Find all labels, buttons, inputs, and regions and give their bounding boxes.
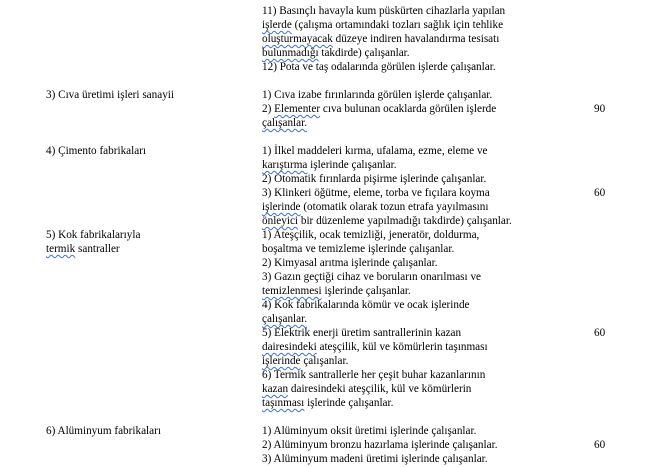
text-segment: çalışanlar. bbox=[300, 355, 349, 367]
text-line bbox=[262, 368, 562, 382]
text-line bbox=[262, 200, 562, 214]
text-segment: boşaltma ve temizleme işlerinde çalışanlar. bbox=[262, 243, 455, 255]
days-cell bbox=[594, 102, 624, 116]
text-segment: 3) Cıva üretimi işleri sanayii bbox=[46, 89, 175, 101]
text-line bbox=[46, 424, 236, 438]
text-segment: düzeye indiren havalandırma tesisatı bbox=[332, 33, 500, 45]
industry-cell bbox=[46, 144, 236, 158]
text-segment: santraller bbox=[75, 243, 120, 255]
text-segment: 4) Çimento fabrikaları bbox=[46, 145, 147, 157]
text-line bbox=[262, 4, 562, 18]
text-line bbox=[262, 354, 562, 368]
days-cell bbox=[594, 326, 624, 340]
text-line bbox=[46, 88, 236, 102]
days-cell bbox=[594, 186, 624, 200]
text-line bbox=[262, 326, 562, 340]
days-cell bbox=[594, 438, 624, 452]
spellcheck-marked-word: çalışanlar. bbox=[262, 313, 308, 325]
spellcheck-marked-word: işlerinde bbox=[262, 355, 301, 367]
work-cell bbox=[262, 144, 562, 228]
text-line bbox=[262, 284, 562, 298]
text-line bbox=[262, 424, 562, 438]
text-segment: cıva bulunan ocaklarda görülen işlerde bbox=[320, 103, 497, 115]
text-line bbox=[262, 32, 562, 46]
text-segment: 11) Basınçlı havayla kum püskürten cihazlarla yapılan bbox=[262, 5, 506, 17]
text-line bbox=[262, 312, 562, 326]
text-segment: dairesindeki ateşçilik, kül ve kömürlerin bbox=[288, 383, 472, 395]
text-segment: 1) Alüminyum oksit üretimi işlerinde çalışanlar. bbox=[262, 425, 477, 437]
text-segment: 1) Ateşçilik, ocak temizliği, jeneratör, doldurma, bbox=[262, 229, 480, 241]
days-value: 60 bbox=[594, 187, 606, 199]
text-line bbox=[46, 242, 236, 256]
work-cell bbox=[262, 4, 562, 74]
spellcheck-marked-word: oluşturmayacak bbox=[262, 33, 333, 45]
text-segment: 2) Alüminyum bronzu hazırlama işlerinde çalışanlar. bbox=[262, 439, 498, 451]
text-line bbox=[46, 228, 236, 242]
work-cell bbox=[262, 424, 562, 466]
text-line bbox=[262, 172, 562, 186]
text-line bbox=[262, 228, 562, 242]
text-segment: 3) Alüminyum madeni üretimi işlerinde çalışanlar. bbox=[262, 453, 488, 465]
text-segment: 3) Klinkeri öğütme, eleme, torba ve fıçılara koyma bbox=[262, 187, 490, 199]
text-line bbox=[262, 88, 562, 102]
text-line bbox=[46, 144, 236, 158]
text-line bbox=[262, 382, 562, 396]
spellcheck-marked-word: kazan bbox=[262, 383, 289, 395]
text-line bbox=[262, 298, 562, 312]
days-value: 90 bbox=[594, 103, 606, 115]
industry-cell bbox=[46, 88, 236, 102]
text-line bbox=[262, 102, 562, 116]
text-line bbox=[262, 116, 562, 130]
text-line bbox=[262, 438, 562, 452]
text-line bbox=[262, 270, 562, 284]
spellcheck-marked-word: önleyici bbox=[262, 215, 299, 227]
spellcheck-marked-word: çalışanlar. bbox=[262, 117, 308, 129]
text-line bbox=[262, 60, 562, 74]
text-segment: işlerinde çalışanlar. bbox=[321, 285, 411, 297]
days-value: 60 bbox=[594, 327, 606, 339]
text-line bbox=[262, 256, 562, 270]
text-line bbox=[262, 242, 562, 256]
text-segment: 3) Gazın geçtiği cihaz ve boruların onarılması ve bbox=[262, 271, 482, 283]
spellcheck-marked-word: karıştırma bbox=[262, 159, 308, 171]
days-value: 60 bbox=[594, 439, 606, 451]
text-segment: bir düzenleme yapılmadığı takdirde) çalışanlar. bbox=[298, 215, 512, 227]
text-segment: 1) Cıva izabe fırınlarında görülen işlerde çalışanlar. bbox=[262, 89, 493, 101]
text-line bbox=[262, 214, 562, 228]
spellcheck-marked-word: Elementer bbox=[274, 103, 321, 115]
text-segment: ateşçilik, kül ve kömürlerin taşınması bbox=[316, 341, 488, 353]
text-segment: 5) Elektrik enerji üretim santrallerinin kazan bbox=[262, 327, 462, 339]
text-segment: 2) bbox=[262, 103, 275, 115]
text-segment: 6) Termik santrallerle her çeşit buhar kazanlarının bbox=[262, 369, 486, 381]
text-segment: 2) Otomatik fırınlarda pişirme işlerinde çalışanlar. bbox=[262, 173, 487, 185]
text-segment: 2) Kimyasal arıtma işlerinde çalışanlar. bbox=[262, 257, 438, 269]
text-line bbox=[262, 158, 562, 172]
spellcheck-marked-word: dairesindeki bbox=[262, 341, 317, 353]
spellcheck-marked-word: temizlenmesi bbox=[262, 285, 322, 297]
work-cell bbox=[262, 88, 562, 130]
work-cell bbox=[262, 228, 562, 410]
text-line bbox=[262, 452, 562, 466]
spellcheck-marked-word: işlerinde bbox=[262, 201, 301, 213]
spellcheck-marked-word: işlerde bbox=[262, 19, 292, 31]
spellcheck-marked-word: bulunmadığı bbox=[262, 47, 319, 59]
text-segment: 1) İlkel maddeleri kırma, ufalama, ezme, eleme ve bbox=[262, 145, 488, 157]
text-line bbox=[262, 144, 562, 158]
text-segment: (otomatik olarak tozun etrafa yayılmasını bbox=[300, 201, 489, 213]
text-segment: işlerinde çalışanlar. bbox=[304, 397, 394, 409]
text-segment: 12) Pota ve taş odalarında görülen işlerde çalışanlar. bbox=[262, 61, 496, 73]
text-segment: 6) Alüminyum fabrikaları bbox=[46, 425, 161, 437]
text-segment: 4) Kok fabrikalarında kömür ve ocak işlerinde bbox=[262, 299, 470, 311]
industry-cell bbox=[46, 424, 236, 438]
text-line bbox=[262, 46, 562, 60]
text-segment: 5) Kok fabrikalarıyla bbox=[46, 229, 141, 241]
text-segment: takdirde) çalışanlar. bbox=[318, 47, 410, 59]
spellcheck-marked-word: taşınması bbox=[262, 397, 305, 409]
industry-cell bbox=[46, 228, 236, 256]
text-segment: işlerinde çalışanlar. bbox=[307, 159, 397, 171]
text-line bbox=[262, 340, 562, 354]
text-line bbox=[262, 18, 562, 32]
spellcheck-marked-word: termik bbox=[46, 243, 76, 255]
text-segment: (çalışma ortamındaki tozları sağlık için tehlike bbox=[291, 19, 504, 31]
text-line bbox=[262, 186, 562, 200]
text-line bbox=[262, 396, 562, 410]
